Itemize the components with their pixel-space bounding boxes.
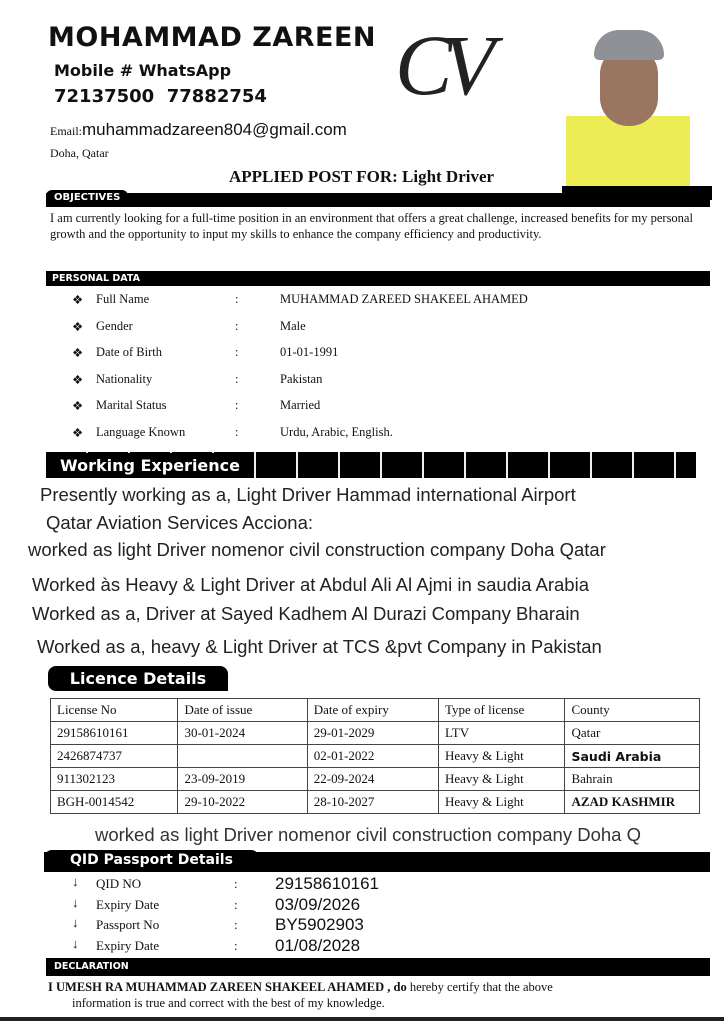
objectives-text: I am currently looking for a full-time position in an environment that offers a great challenge, increased benefits for my personal growth and the opportunity to input my skills to enhance the company efficiency and productivity. [50,211,693,241]
experience-line: Presently working as a, Light Driver Hammad international Airport [40,484,576,505]
qid-value: 01/08/2028 [275,935,361,955]
qid-heading: QID Passport Details [44,850,259,870]
experience-line: Worked as a, heavy & Light Driver at TCS &pvt Company in Pakistan [37,636,602,657]
objectives-bar [46,193,710,207]
colon: : [234,876,238,891]
table-cell: 29-10-2022 [178,791,307,814]
working-experience-heading: Working Experience [50,453,250,478]
table-row [51,745,700,768]
declaration-text-2: information is true and correct with the best of my knowledge. [72,996,385,1010]
declaration-bar [46,958,710,976]
table-cell: LTV [439,722,565,745]
table-cell: Bahrain [565,768,700,791]
declaration-name: I UMESH RA MUHAMMAD ZAREEN SHAKEEL AHAMED , do [48,980,407,994]
table-row [51,768,700,791]
diamond-bullet-icon: ❖ [72,372,84,387]
personal-value: Urdu, Arabic, English. [280,424,393,439]
personal-label: Full Name [96,292,150,306]
personal-value: 01-01-1991 [280,345,339,359]
table-cell: AZAD KASHMIR [565,791,700,814]
table-row [51,791,700,814]
table-cell: 2426874737 [51,745,178,768]
arrow-bullet-icon: ↓ [72,915,79,930]
qid-label: Passport No [96,917,160,932]
objectives-heading: OBJECTIVES [46,190,128,205]
email-address: muhammadzareen804@gmail.com [82,120,347,139]
qid-label: QID NO [96,876,142,891]
applied-post: APPLIED POST FOR: Light Driver [229,167,495,186]
arrow-bullet-icon: ↓ [72,935,79,951]
arrow-bullet-icon: ↓ [72,874,79,889]
table-cell: 22-09-2024 [307,768,438,791]
table-cell: Heavy & Light [439,768,565,791]
email-line [50,120,347,140]
table-cell: Saudi Arabia [565,745,700,768]
candidate-name: MOHAMMAD ZAREEN [48,22,377,53]
table-cell: Qatar [565,722,700,745]
location: Doha, Qatar [50,146,109,160]
qid-label: Expiry Date [96,896,160,912]
experience-line: Worked às Heavy & Light Driver at Abdul Ali Al Ajmi in saudia Arabia [32,574,589,595]
bottom-rule [0,1017,724,1021]
table-cell: 29-01-2029 [307,722,438,745]
diamond-bullet-icon: ❖ [72,425,84,440]
qid-value: BY5902903 [275,915,364,934]
experience-line: Qatar Aviation Services Acciona: [46,512,314,533]
overlapping-experience-line: worked as light Driver nomenor civil construction company Doha Q [95,824,641,845]
table-header-row [51,699,700,722]
colon: : [234,917,238,932]
column-header: Type of license [439,699,565,722]
qid-label: Expiry Date [96,937,160,953]
personal-label: Date of Birth [96,345,162,359]
colon: : [234,937,238,953]
table-cell: 02-01-2022 [307,745,438,768]
column-header: County [565,699,700,722]
phone-numbers: 72137500 77882754 [54,86,267,107]
personal-value: Pakistan [280,371,323,386]
column-header: Date of expiry [307,699,438,722]
licence-details-heading: Licence Details [48,666,228,691]
personal-data-heading: PERSONAL DATA [46,271,146,286]
table-cell: BGH-0014542 [51,791,178,814]
colon: : [235,318,239,333]
table-cell: 911302123 [51,768,178,791]
colon: : [235,345,239,359]
arrow-bullet-icon: ↓ [72,894,79,910]
table-cell: 30-01-2024 [178,722,307,745]
experience-line: Worked as a, Driver at Sayed Kadhem Al Durazi Company Bharain [32,603,580,624]
personal-label: Marital Status [96,398,167,412]
table-cell: 23-09-2019 [178,768,307,791]
table-cell: Heavy & Light [439,745,565,768]
personal-label: Nationality [96,371,153,386]
cv-logo: CV [395,17,485,113]
diamond-bullet-icon: ❖ [72,319,84,334]
table-cell: 28-10-2027 [307,791,438,814]
mobile-label: Mobile # WhatsApp [54,61,232,80]
personal-label: Language Known [96,424,186,439]
personal-value: Married [280,398,321,412]
table-cell [178,745,307,768]
declaration-text [48,979,708,1011]
declaration-text-1: hereby certify that the above [406,980,553,994]
diamond-bullet-icon: ❖ [72,293,84,307]
profile-photo [566,28,690,186]
personal-value: MUHAMMAD ZAREED SHAKEEL AHAMED [280,292,528,306]
table-cell: Heavy & Light [439,791,565,814]
diamond-bullet-icon: ❖ [72,399,84,413]
table-row [51,722,700,745]
colon: : [234,896,238,912]
qid-value: 03/09/2026 [275,894,361,914]
colon: : [235,424,239,439]
qid-value: 29158610161 [275,874,380,893]
diamond-bullet-icon: ❖ [72,346,84,360]
declaration-heading: DECLARATION [46,958,137,975]
column-header: Date of issue [178,699,307,722]
personal-label: Gender [96,318,133,333]
email-label: Email: [50,124,82,138]
colon: : [235,292,239,306]
personal-value: Male [280,318,306,333]
licence-table [50,698,700,814]
column-header: License No [51,699,178,722]
colon: : [235,371,239,386]
colon: : [235,398,239,412]
table-cell: 29158610161 [51,722,178,745]
experience-line: worked as light Driver nomenor civil construction company Doha Qatar [28,539,606,560]
